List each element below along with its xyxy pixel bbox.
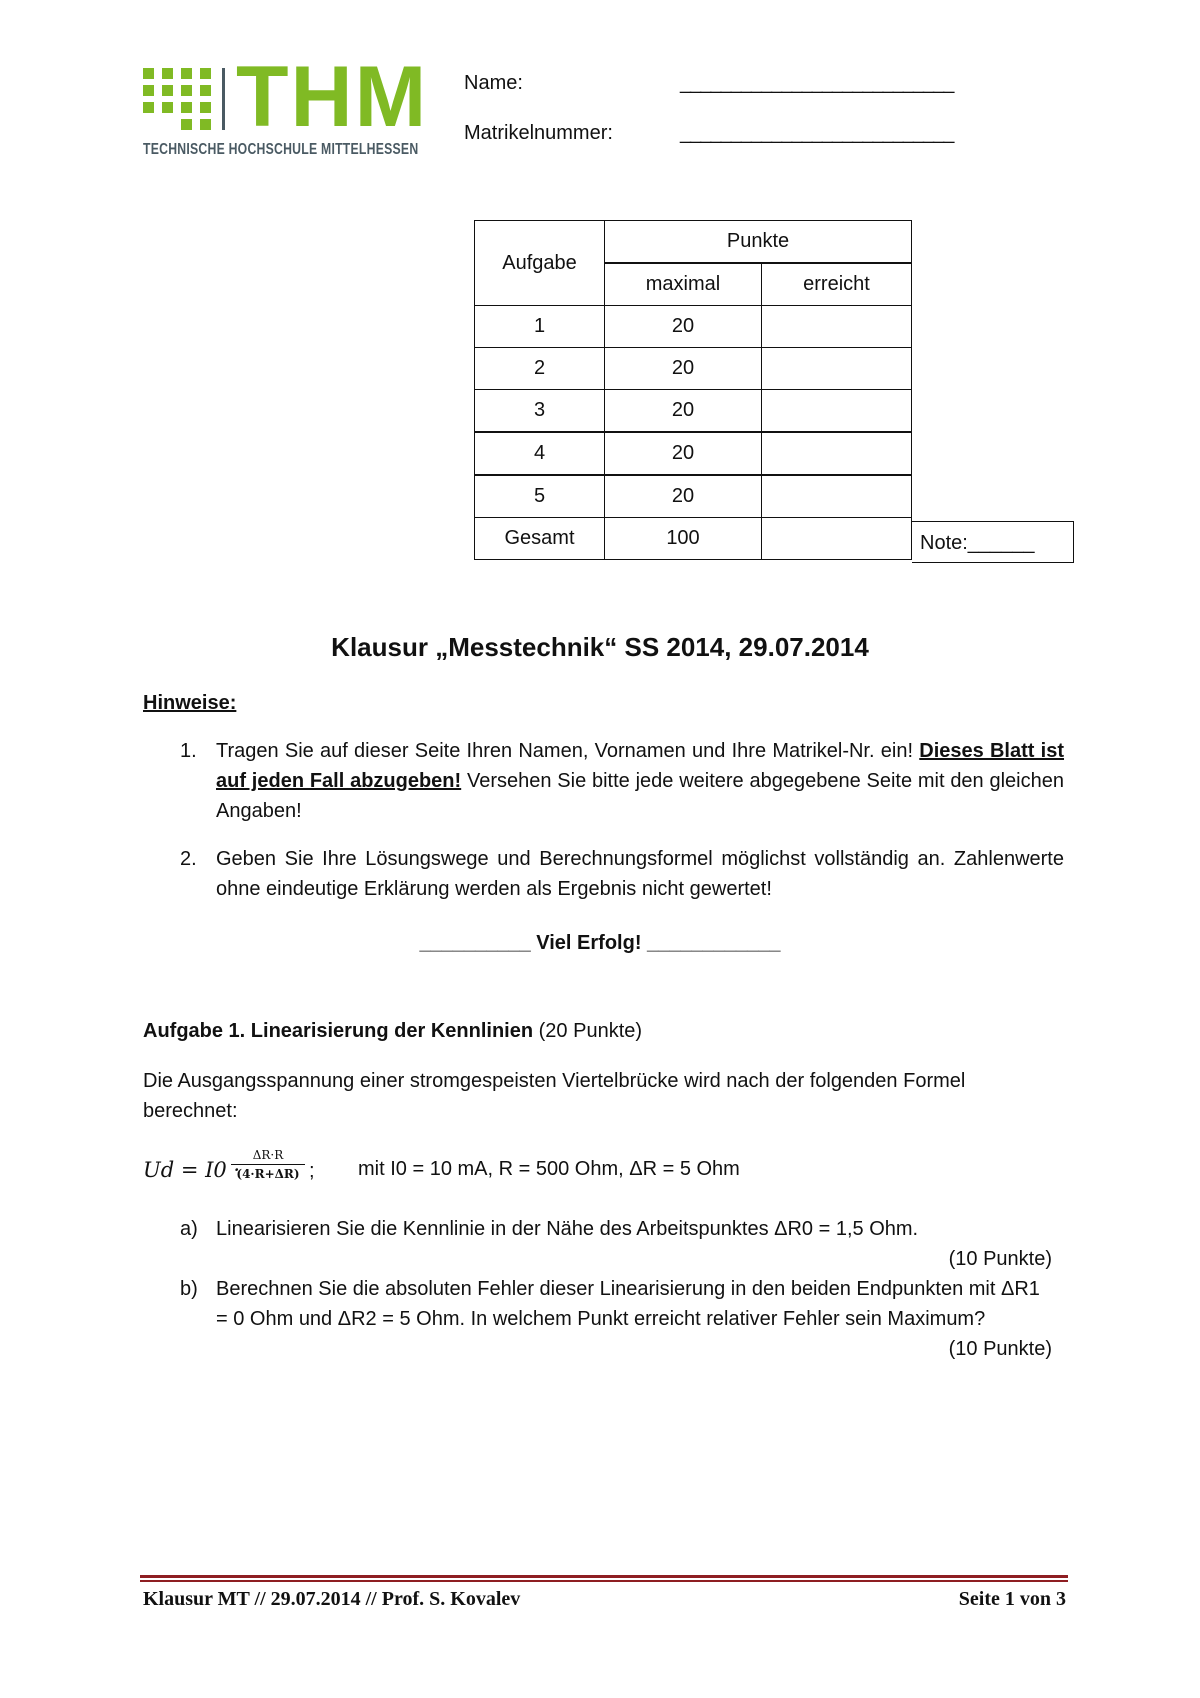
footer-exam-info: Klausur MT // 29.07.2014 // Prof. S. Kovalev bbox=[143, 1588, 521, 1610]
task-number: 1 bbox=[475, 306, 605, 348]
logo-subtitle: TECHNISCHE HOCHSCHULE MITTELHESSEN bbox=[143, 141, 419, 158]
formula-params: mit I0 = 10 mA, R = 500 Ohm, ΔR = 5 Ohm bbox=[358, 1158, 740, 1180]
list-number: 2. bbox=[180, 848, 197, 870]
hinweis-1-text-b: Versehen Sie bitte jede weitere abgegebene Seite mit den gleichen Angaben! bbox=[216, 770, 1064, 822]
hinweis-item-2: Geben Sie Ihre Lösungswege und Berechnungsformel möglichst vollständig an. Zahlenwerte ohne eindeutige Erklärung werden als Ergebnis nicht gewertet! bbox=[216, 848, 1064, 900]
matrikel-label: Matrikelnummer: bbox=[464, 122, 613, 144]
table-row-total bbox=[475, 518, 912, 560]
aufgabe-1-heading: Aufgabe 1. Linearisierung der Kennlinien bbox=[143, 1020, 534, 1042]
reached-points-cell[interactable] bbox=[762, 475, 912, 518]
logo-divider bbox=[222, 68, 225, 130]
sub-task-b: Berechnen Sie die absoluten Fehler dieser Linearisierung in den beiden Endpunkten mit ΔR1 = 0 Ohm und ΔR2 = 5 Ohm. In welchem Punkt erreicht relativer Fehler sein Maximum? bbox=[216, 1278, 1040, 1330]
name-label: Name: bbox=[464, 72, 523, 94]
task-number: 2 bbox=[475, 348, 605, 390]
total-label: Gesamt bbox=[475, 518, 605, 560]
sub-letter-b: b) bbox=[180, 1278, 198, 1300]
table-row bbox=[475, 306, 912, 348]
sub-task-b-points: (10 Punkte) bbox=[948, 1338, 1052, 1360]
table-row bbox=[475, 475, 912, 518]
sub-task-a: Linearisieren Sie die Kennlinie in der Nähe des Arbeitspunktes ΔR0 = 1,5 Ohm. bbox=[216, 1218, 919, 1240]
table-row bbox=[475, 390, 912, 433]
reached-points-cell[interactable] bbox=[762, 432, 912, 475]
good-luck: __________ Viel Erfolg! ____________ bbox=[419, 932, 781, 954]
formula-fraction bbox=[231, 1148, 305, 1181]
max-points: 20 bbox=[605, 390, 762, 433]
max-points: 20 bbox=[605, 432, 762, 475]
col-task-header: Aufgabe bbox=[475, 221, 605, 306]
logo-name: THM bbox=[236, 49, 429, 145]
list-number: 1. bbox=[180, 740, 197, 762]
col-reached-header: erreicht bbox=[762, 263, 912, 306]
page-number: Seite 1 von 3 bbox=[958, 1588, 1066, 1610]
matrikel-field[interactable]: ___________________________ bbox=[680, 122, 954, 144]
page-title: Klausur „Messtechnik“ SS 2014, 29.07.2014 bbox=[331, 632, 869, 662]
formula-lhs: Ud = I0 · bbox=[143, 1158, 241, 1182]
task-number: 5 bbox=[475, 475, 605, 518]
task-number: 4 bbox=[475, 432, 605, 475]
hinweis-1-text: Tragen Sie auf dieser Seite Ihren Namen, Vornamen und Ihre Matrikel-Nr. ein! bbox=[216, 740, 914, 762]
hinweis-item-1 bbox=[216, 736, 1064, 826]
logo-grid-icon bbox=[143, 68, 211, 130]
col-max-header: maximal bbox=[605, 263, 762, 306]
reached-points-cell[interactable] bbox=[762, 390, 912, 433]
reached-points-cell[interactable] bbox=[762, 306, 912, 348]
formula-numerator: ΔR·R bbox=[231, 1148, 305, 1165]
task-number: 3 bbox=[475, 390, 605, 433]
sub-task-a-points: (10 Punkte) bbox=[948, 1248, 1052, 1270]
max-points: 20 bbox=[605, 475, 762, 518]
footer-divider-thin bbox=[140, 1580, 1068, 1582]
footer-divider bbox=[140, 1575, 1068, 1578]
max-points: 20 bbox=[605, 306, 762, 348]
formula-semicolon: ; bbox=[309, 1160, 315, 1182]
aufgabe-1-title bbox=[143, 1020, 642, 1043]
col-points-header: Punkte bbox=[605, 221, 912, 264]
reached-points-cell[interactable] bbox=[762, 348, 912, 390]
score-table bbox=[474, 220, 912, 560]
name-field[interactable]: ___________________________ bbox=[680, 72, 954, 94]
grade-field[interactable]: Note:______ bbox=[912, 521, 1074, 563]
sub-letter-a: a) bbox=[180, 1218, 198, 1240]
formula-denominator: (4·R+ΔR) bbox=[236, 1167, 300, 1181]
total-max: 100 bbox=[605, 518, 762, 560]
table-row bbox=[475, 348, 912, 390]
aufgabe-1-intro: Die Ausgangsspannung einer stromgespeisten Viertelbrücke wird nach der folgenden Formel berechnet: bbox=[143, 1070, 966, 1122]
total-reached-cell[interactable] bbox=[762, 518, 912, 560]
aufgabe-1-points: (20 Punkte) bbox=[538, 1020, 643, 1042]
hinweis-1-emphasis: Dieses Blatt ist auf jeden Fall abzugeben! bbox=[216, 740, 1065, 792]
max-points: 20 bbox=[605, 348, 762, 390]
hinweise-heading: Hinweise: bbox=[143, 692, 237, 714]
formula bbox=[143, 1148, 1043, 1196]
table-row bbox=[475, 432, 912, 475]
